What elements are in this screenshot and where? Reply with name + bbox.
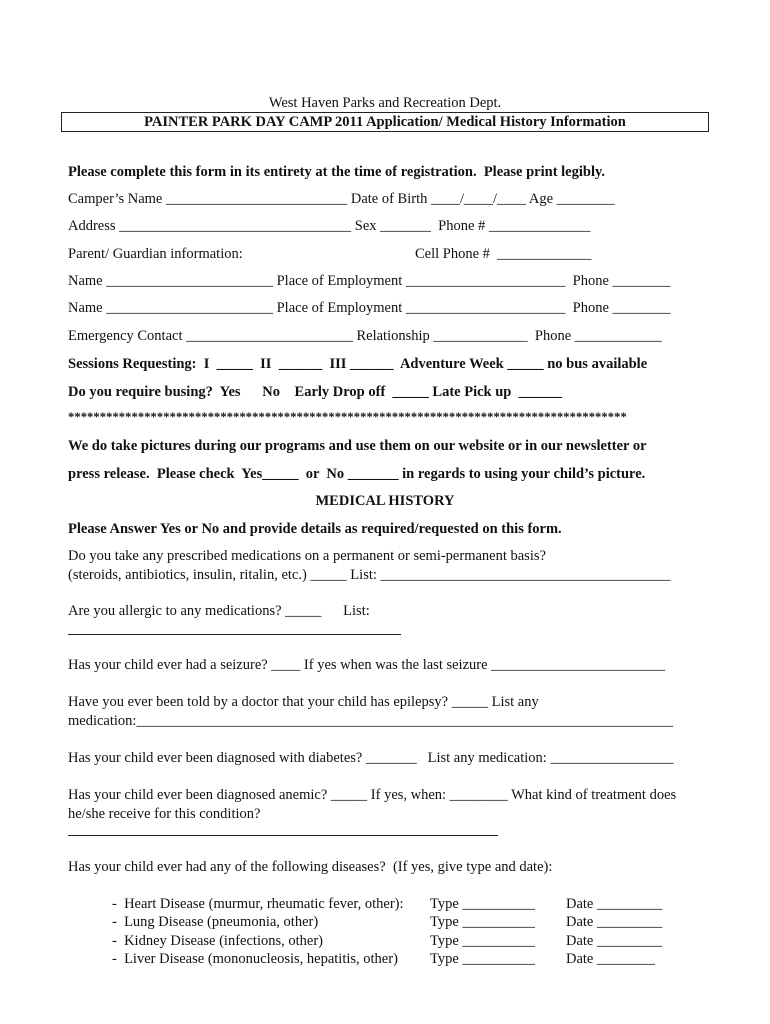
parent-name-row-2[interactable]: Name _______________________ Place of Employment ______________________ Phone ________: [68, 300, 671, 316]
q-diseases: Has your child ever had any of the following diseases? (If yes, give type and date):: [68, 859, 553, 875]
disease-date-heart[interactable]: Date _________: [566, 896, 663, 912]
disease-type-kidney[interactable]: Type __________: [430, 933, 535, 949]
separator-stars: ****************************************************************************************: [68, 410, 627, 424]
q-epilepsy-line-1[interactable]: Have you ever been told by a doctor that your child has epilepsy? _____ List any: [68, 694, 539, 710]
q-anemic-line-1[interactable]: Has your child ever been diagnosed anemic? _____ If yes, when: ________ What kind of treatment does: [68, 787, 677, 803]
instructions: Please complete this form in its entirety at the time of registration. Please print legibly.: [68, 164, 606, 180]
q-anemic-line-2: he/she receive for this condition?: [68, 806, 261, 822]
q-diabetes[interactable]: Has your child ever been diagnosed with diabetes? _______ List any medication: _________________: [68, 750, 674, 766]
busing-row[interactable]: Do you require busing? Yes No Early Drop off _____ Late Pick up ______: [68, 384, 563, 400]
org-name: West Haven Parks and Recreation Dept.: [268, 95, 502, 111]
camper-name-row[interactable]: Camper’s Name _________________________ Date of Birth ____/____/____ Age ________: [68, 191, 615, 207]
allergy-list-line[interactable]: [68, 634, 401, 635]
disease-item-liver: - Liver Disease (mononucleosis, hepatitis, other): [112, 951, 398, 967]
medical-history-heading: MEDICAL HISTORY: [315, 493, 455, 509]
q-medications-line-2[interactable]: (steroids, antibiotics, insulin, ritalin, etc.) _____ List: ________________________________________: [68, 567, 671, 583]
medical-instruction: Please Answer Yes or No and provide details as required/requested on this form.: [68, 521, 562, 537]
parent-info-label: Parent/ Guardian information:: [68, 246, 243, 262]
disease-date-kidney[interactable]: Date _________: [566, 933, 663, 949]
disease-date-lung[interactable]: Date _________: [566, 914, 663, 930]
q-epilepsy-line-2[interactable]: medication:__________________________________________________________________________: [68, 713, 673, 729]
disease-item-kidney: - Kidney Disease (infections, other): [112, 933, 323, 949]
disease-item-heart: - Heart Disease (murmur, rheumatic fever, other):: [112, 896, 404, 912]
disease-type-liver[interactable]: Type __________: [430, 951, 535, 967]
disease-type-lung[interactable]: Type __________: [430, 914, 535, 930]
pictures-consent-row[interactable]: press release. Please check Yes_____ or No _______ in regards to using your child’s picture.: [68, 466, 646, 482]
cell-phone-field[interactable]: Cell Phone # _____________: [415, 246, 592, 262]
emergency-contact-row[interactable]: Emergency Contact _______________________ Relationship _____________ Phone ____________: [68, 328, 662, 344]
form-title: PAINTER PARK DAY CAMP 2011 Application/ Medical History Information: [144, 114, 626, 130]
sessions-row[interactable]: Sessions Requesting: I _____ II ______ III ______ Adventure Week _____ no bus available: [68, 356, 648, 372]
q-medications-line-1: Do you take any prescribed medications on a permanent or semi-permanent basis?: [68, 548, 546, 564]
treatment-answer-line[interactable]: [68, 835, 498, 836]
parent-name-row-1[interactable]: Name _______________________ Place of Employment ______________________ Phone ________: [68, 273, 671, 289]
q-allergic[interactable]: Are you allergic to any medications? _____ List:: [68, 603, 370, 619]
disease-date-liver[interactable]: Date ________: [566, 951, 655, 967]
form-title-box: [61, 112, 709, 132]
address-row[interactable]: Address ________________________________ Sex _______ Phone # ______________: [68, 218, 591, 234]
pictures-line-1: We do take pictures during our programs and use them on our website or in our newsletter or: [68, 438, 647, 454]
disease-item-lung: - Lung Disease (pneumonia, other): [112, 914, 319, 930]
disease-type-heart[interactable]: Type __________: [430, 896, 535, 912]
q-seizure[interactable]: Has your child ever had a seizure? ____ If yes when was the last seizure ________________________: [68, 657, 666, 673]
